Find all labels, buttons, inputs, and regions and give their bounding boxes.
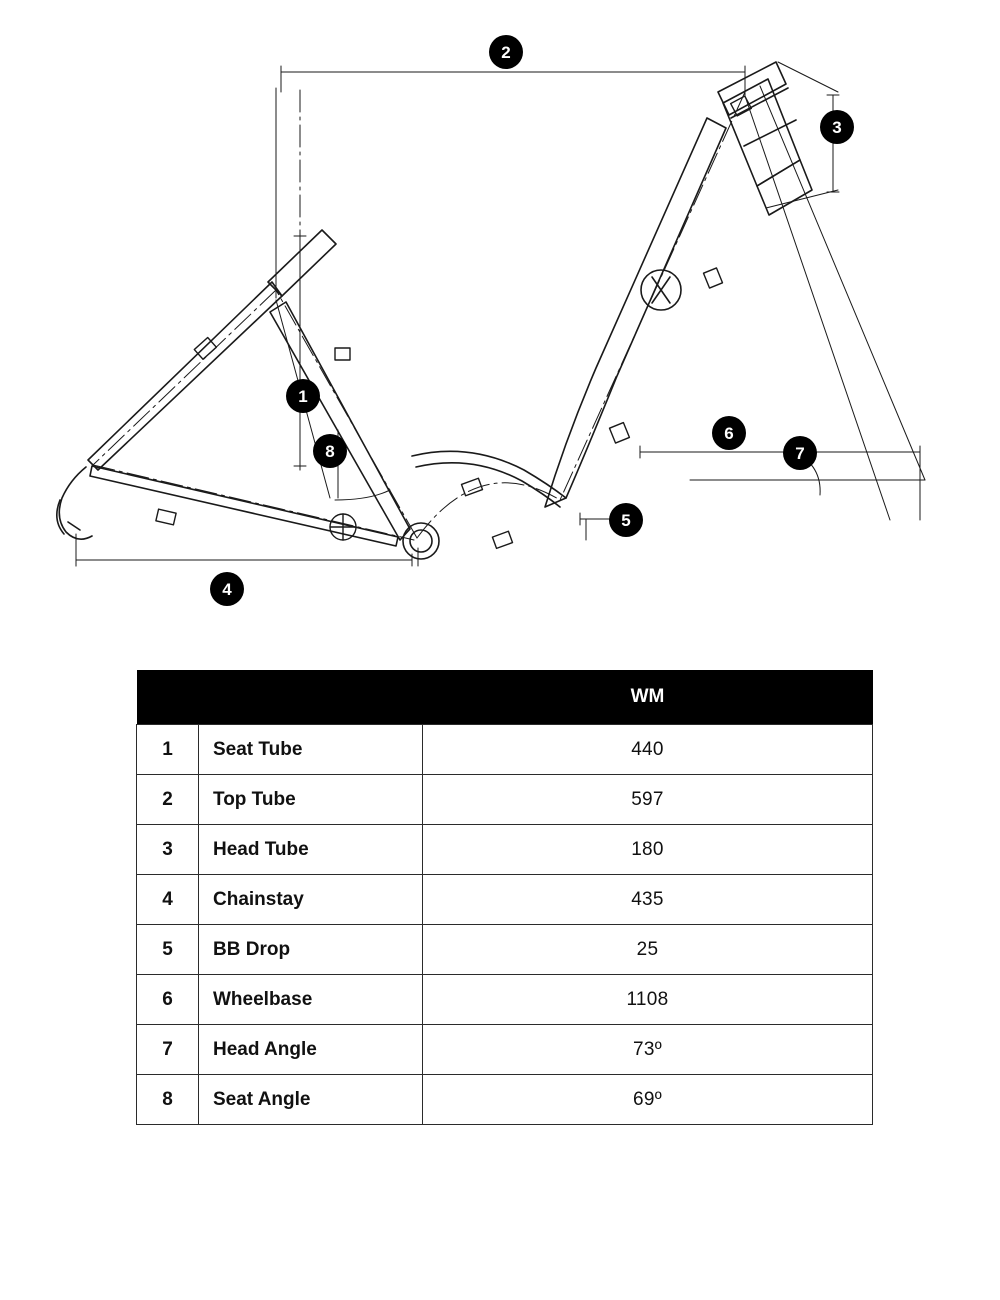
row-number: 6 bbox=[137, 975, 199, 1025]
row-number: 5 bbox=[137, 925, 199, 975]
callout-label: 5 bbox=[621, 510, 631, 530]
row-number: 4 bbox=[137, 875, 199, 925]
row-label: Seat Tube bbox=[199, 725, 423, 775]
head-tube-outline bbox=[718, 62, 812, 215]
row-label: BB Drop bbox=[199, 925, 423, 975]
bottom-bracket bbox=[403, 523, 439, 559]
callout-label: 1 bbox=[298, 386, 308, 406]
callout-label: 2 bbox=[501, 42, 511, 62]
seat-tube-outline bbox=[270, 302, 410, 540]
chainstay-outline bbox=[57, 467, 92, 539]
header-size-wm: WM bbox=[423, 670, 873, 725]
callout-2-top-tube bbox=[489, 35, 523, 69]
row-label: Head Tube bbox=[199, 825, 423, 875]
frame-drawing-svg bbox=[0, 0, 1000, 640]
callout-label: 8 bbox=[325, 441, 335, 461]
callout-8-seat-angle bbox=[313, 434, 347, 468]
callout-4-chainstay bbox=[210, 572, 244, 606]
geometry-table bbox=[136, 670, 873, 1125]
braze-on-details bbox=[156, 96, 751, 548]
row-value: 435 bbox=[423, 875, 873, 925]
table-header bbox=[137, 670, 873, 725]
row-value: 69º bbox=[423, 1075, 873, 1125]
down-tube-outline bbox=[545, 118, 726, 507]
row-value: 180 bbox=[423, 825, 873, 875]
callout-1-seat-tube bbox=[286, 379, 320, 413]
callout-label: 3 bbox=[832, 117, 842, 137]
callout-6-wheelbase bbox=[712, 416, 746, 450]
header-number-col bbox=[137, 670, 199, 725]
row-number: 8 bbox=[137, 1075, 199, 1125]
frame-geometry-diagram bbox=[0, 0, 1000, 640]
header-name-col bbox=[199, 670, 423, 725]
table-row bbox=[137, 875, 873, 925]
table-header-row bbox=[137, 670, 873, 725]
table-row bbox=[137, 925, 873, 975]
row-number: 1 bbox=[137, 725, 199, 775]
table-body bbox=[137, 725, 873, 1125]
table-row bbox=[137, 775, 873, 825]
row-number: 2 bbox=[137, 775, 199, 825]
row-value: 73º bbox=[423, 1025, 873, 1075]
row-label: Wheelbase bbox=[199, 975, 423, 1025]
top-tube-outline bbox=[88, 230, 336, 470]
row-number: 3 bbox=[137, 825, 199, 875]
centerlines bbox=[93, 90, 745, 540]
row-label: Head Angle bbox=[199, 1025, 423, 1075]
geometry-table-container bbox=[136, 670, 866, 1125]
row-label: Chainstay bbox=[199, 875, 423, 925]
callout-label: 7 bbox=[795, 443, 805, 463]
table-row bbox=[137, 1075, 873, 1125]
row-value: 440 bbox=[423, 725, 873, 775]
row-number: 7 bbox=[137, 1025, 199, 1075]
callout-label: 4 bbox=[222, 579, 232, 599]
frame-curve-detail bbox=[412, 451, 566, 507]
seat-stay-outline bbox=[90, 466, 398, 546]
callout-label: 6 bbox=[724, 423, 734, 443]
callout-3-head-tube bbox=[820, 110, 854, 144]
row-label: Seat Angle bbox=[199, 1075, 423, 1125]
row-label: Top Tube bbox=[199, 775, 423, 825]
callout-7-head-angle bbox=[783, 436, 817, 470]
row-value: 25 bbox=[423, 925, 873, 975]
callout-5-bb-drop bbox=[609, 503, 643, 537]
table-row bbox=[137, 725, 873, 775]
row-value: 597 bbox=[423, 775, 873, 825]
table-row bbox=[137, 975, 873, 1025]
table-row bbox=[137, 825, 873, 875]
table-row bbox=[137, 1025, 873, 1075]
row-value: 1108 bbox=[423, 975, 873, 1025]
